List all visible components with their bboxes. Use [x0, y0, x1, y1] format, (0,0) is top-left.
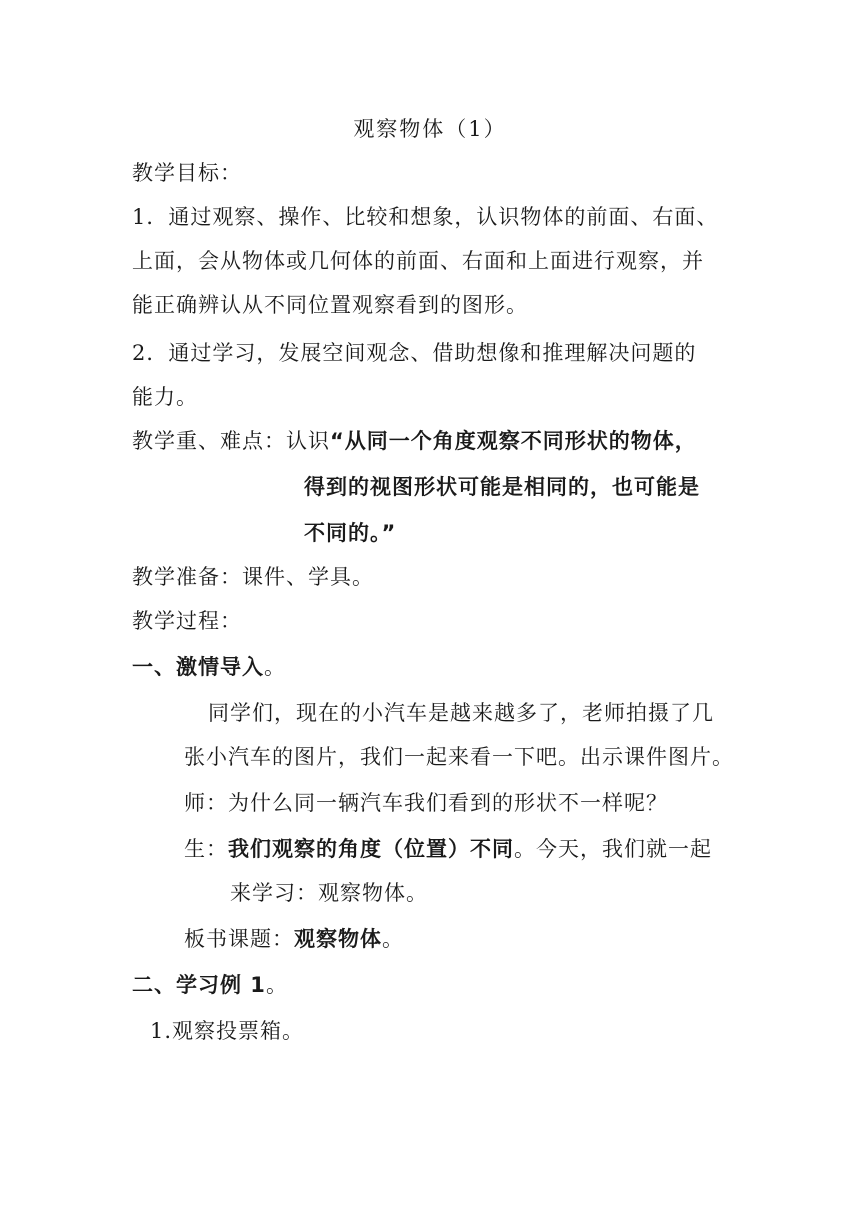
goals-heading: 教学目标： — [132, 161, 242, 185]
student-answer-line-1 — [184, 834, 712, 864]
board-label: 板书课题： — [184, 927, 294, 951]
student-answer-bold: 我们观察的角度（位置）不同 — [228, 837, 514, 861]
board-title — [184, 924, 404, 954]
preparation: 教学准备：课件、学具。 — [132, 565, 374, 589]
teacher-question: 师：为什么同一辆汽车我们看到的形状不一样呢？ — [184, 791, 668, 815]
student-label: 生： — [184, 837, 228, 861]
section-2-suffix: 。 — [265, 973, 288, 997]
key-points-text-2: 得到的视图形状可能是相同的，也可能是 — [304, 475, 700, 499]
section-2-heading — [132, 970, 288, 1000]
board-suffix: 。 — [382, 927, 404, 951]
key-points-label: 教学重、难点：认识 — [132, 429, 330, 453]
goal-2-line-1: 2．通过学习，发展空间观念、借助想像和推理解决问题的 — [132, 341, 697, 365]
process-heading: 教学过程： — [132, 609, 242, 633]
goal-2-line-2: 能力。 — [132, 385, 198, 409]
key-points-line-1 — [132, 426, 697, 456]
page-title: 观察物体（1） — [353, 117, 507, 141]
key-points-text-3: 不同的。” — [304, 521, 397, 545]
student-answer-rest: 。今天，我们就一起 — [514, 837, 712, 861]
key-points-text-1: “从同一个角度观察不同形状的物体， — [330, 429, 697, 453]
section-2-item-1: 1.观察投票箱。 — [150, 1019, 305, 1043]
student-answer-line-2: 来学习：观察物体。 — [230, 881, 428, 905]
section-1-suffix: 。 — [264, 655, 286, 679]
section-1-title: 激情导入 — [176, 655, 264, 679]
section-1-paragraph-line-1: 同学们，现在的小汽车是越来越多了，老师拍摄了几 — [208, 701, 714, 725]
section-2-title: 二、学习例 1 — [132, 973, 266, 997]
section-1-paragraph-line-2: 张小汽车的图片，我们一起来看一下吧。出示课件图片。 — [184, 745, 734, 769]
board-title-bold: 观察物体 — [294, 927, 382, 951]
goal-1-line-2: 上面，会从物体或几何体的前面、右面和上面进行观察，并 — [132, 249, 704, 273]
goal-1-line-1: 1．通过观察、操作、比较和想象，认识物体的前面、右面、 — [132, 205, 719, 229]
goal-1-line-3: 能正确辨认从不同位置观察看到的图形。 — [132, 293, 528, 317]
section-1-heading — [132, 652, 286, 682]
section-1-prefix: 一、 — [132, 655, 176, 679]
